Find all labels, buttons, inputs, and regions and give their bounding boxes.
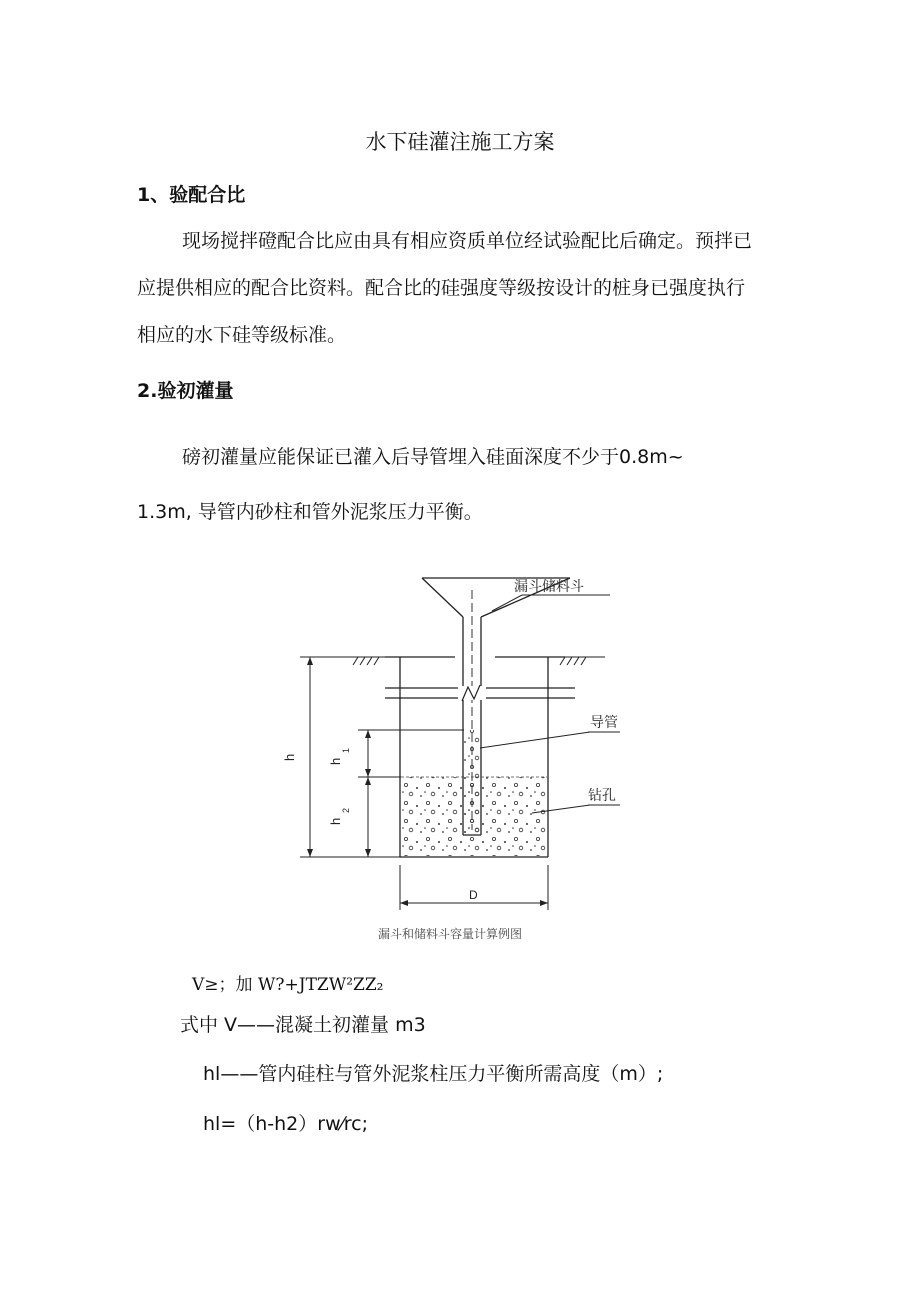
funnel-diagram	[270, 565, 630, 955]
definition-v: 式中 V——混凝土初灌量 m3	[180, 1014, 426, 1036]
ground-hatch	[350, 657, 605, 665]
definition-h1: hl——管内硅柱与管外泥浆柱压力平衡所需高度（m）;	[203, 1063, 664, 1085]
section-1-line-1: 现场搅拌磴配合比应由具有相应资质单位经试验配比后确定。预拌已	[182, 230, 753, 252]
label-h1-sub: 1	[341, 747, 351, 753]
label-diameter: D	[469, 888, 478, 902]
label-h: h	[282, 753, 297, 761]
figure-caption: 漏斗和储料斗容量计算例图	[378, 927, 523, 941]
label-borehole: 钻孔	[588, 788, 616, 804]
label-funnel: 漏斗储料斗	[514, 579, 584, 595]
section-2-line-1: 磅初灌量应能保证已灌入后导管埋入硅面深度不少于0.8m~	[182, 446, 684, 468]
label-h2-sub: 2	[341, 807, 351, 813]
definition-h1-formula: hl=（h-h2）rw⁄rc;	[203, 1113, 369, 1135]
section-2-line-2: 1.3m, 导管内砂柱和管外泥浆压力平衡。	[137, 501, 483, 523]
section-2-heading: 2.验初灌量	[137, 380, 234, 402]
label-h2: h	[328, 817, 343, 825]
section-1-line-3: 相应的水下硅等级标准。	[137, 324, 347, 346]
formula: V≥；加 W?+JTZW²ZZ₂	[192, 975, 384, 995]
section-1-line-2: 应提供相应的配合比资料。配合比的硅强度等级按设计的桩身已强度执行	[137, 277, 746, 299]
pipe-concrete	[464, 730, 480, 834]
break-marks	[385, 685, 575, 701]
section-1-heading: 1、验配合比	[137, 184, 246, 206]
label-pipe: 导管	[590, 715, 618, 731]
label-h1: h	[328, 757, 343, 765]
page-title: 水下硅灌注施工方案	[365, 130, 555, 154]
